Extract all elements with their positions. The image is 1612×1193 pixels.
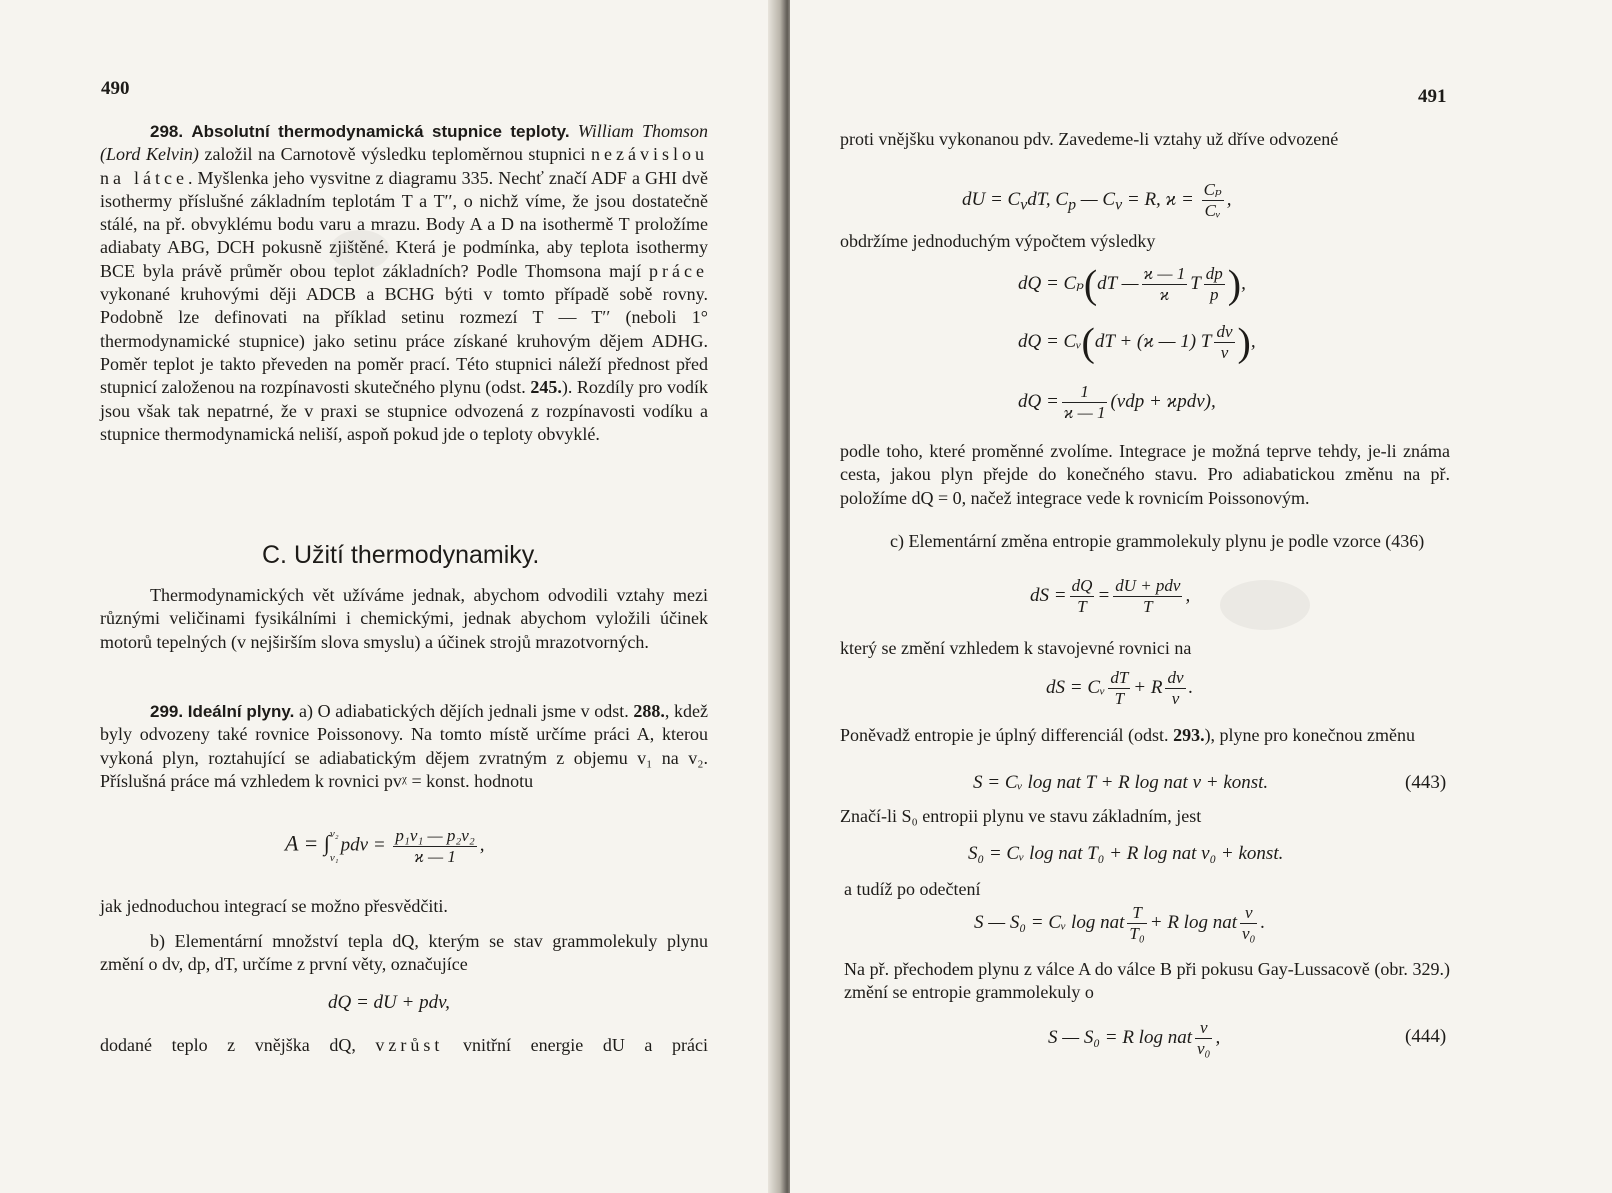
paren-close: ) [1227, 261, 1242, 307]
paren-close: ) [1237, 319, 1251, 365]
text-run: , kdež byly odvozeny také rovnice Poissonovy. Na tomto místě určíme práci A, kterou vykoná plyn, roztahující se adiabatickým dějem zvratným z objemu v₁ na v₂. Příslušná práce má vzhledem k rovnici pvᵡ = konst. hodnotu [100, 701, 709, 791]
text-run: a) O adiabatických dějích jednali jsme v odst. [298, 701, 629, 721]
text-paragraph: b) Elementární množství tepla dQ, kterým se stav grammolekuly plynu změní o dv, dp, dT, určíme z první věty, označujíce [100, 931, 708, 975]
eq-part: dT + (ϰ — 1) T [1094, 330, 1212, 352]
eq-part: dT — [1097, 272, 1139, 294]
fraction [1165, 668, 1185, 709]
paragraph-b [100, 930, 708, 977]
equation-number-444: (444) [1405, 1026, 1447, 1047]
paren-open: ( [1081, 319, 1095, 365]
numerator: ϰ — 1 [1143, 264, 1186, 283]
section-299-paragraph [100, 700, 708, 793]
page-number-left: 490 [101, 78, 130, 99]
fraction [393, 826, 476, 867]
eq-part: , [1185, 584, 1191, 606]
paper-stain [1220, 580, 1310, 630]
denominator: v₀ [1242, 924, 1256, 943]
left-page [0, 0, 780, 1193]
denominator: T [1143, 597, 1153, 616]
right-page [790, 0, 1612, 1193]
text-run: vykonané kruhovými ději ADCB a BCHG býti v tomto případě sobě rovny. Podobně lze definovati na příklad setinu rozmezí T — T′′ (neboli 1° thermodynamické stupnice) jako setinu práce získané kruhovým dějem ADHG. Poměr teplot je takto převeden na poměr prací. Této stupnici náleží přednost před stupnicí založenou na rozpínavosti skutečného plynu (odst. [100, 284, 708, 398]
fraction [1202, 180, 1224, 221]
fraction [1142, 264, 1188, 305]
right-p7 [840, 805, 1450, 828]
eq-part: T [1190, 272, 1201, 294]
denominator: v₀ [1196, 1039, 1211, 1058]
text-paragraph: Na př. přechodem plynu z válce A do válce B při pokusu Gay-Lussacově (obr. 329.) změní se entropie grammolekuly o [844, 959, 1450, 1003]
fraction [1108, 668, 1130, 709]
eq-part: = R, ϰ = [1122, 188, 1194, 210]
author-name: William Thomson (Lord Kelvin) [100, 121, 709, 165]
eq-part: , [1241, 272, 1246, 294]
last-line-left [100, 1034, 708, 1057]
subscript: v [1020, 196, 1028, 214]
numerator: dU + pdv [1115, 576, 1181, 595]
fraction [1070, 576, 1095, 617]
eq-part: dQ = Cₚ [1018, 272, 1084, 294]
text-run: . Myšlenka jeho vysvitne z diagramu 335. Nechť značí ADF a GHI dvě isothermy příslušné základním teplotám T a T′′, o nichž víme, že jsou dostatečně stálé, na př. obvyklému bodu varu a mrazu. Body A a D na isothermě T proložíme adiabaty ABG, DCH pokusně zjištěné. Která je podmínka, aby teplota isothermy BCE byla právě průměr obou teplot základních? Podle Thomsona mají [100, 167, 708, 281]
spaced-emphasis: práce [649, 260, 709, 281]
page-number-right: 491 [1418, 86, 1447, 107]
numerator: Cₚ [1203, 180, 1222, 199]
section-299 [100, 700, 708, 793]
denominator: ϰ — 1 [414, 846, 456, 866]
right-p4 [840, 530, 1450, 553]
denominator: Cᵥ [1204, 201, 1221, 220]
after-equation-text [100, 895, 708, 918]
eq-part: dT, C [1027, 188, 1069, 210]
equation-dQ-Cv [1018, 319, 1256, 365]
section-298-title: Absolutní thermodynamická stupnice teploty. [191, 122, 570, 141]
fraction [1062, 382, 1108, 423]
eq-part: , [1215, 1026, 1221, 1048]
equation-dQ-general [1018, 382, 1216, 423]
section-298-paragraph [100, 120, 708, 446]
fraction [1127, 903, 1146, 944]
denominator: T [1114, 689, 1125, 708]
text-line: který se změní vzhledem k stavojevné rovnici na [840, 638, 1192, 658]
equation-dQ: dQ = dU + pdv, [328, 992, 450, 1013]
numerator: v [1240, 903, 1257, 924]
section-299-number: 299. [150, 702, 184, 721]
equation-443: S = Cᵥ log nat T + R log nat v + konst. [973, 772, 1269, 793]
numerator: p₁v₁ — p₂v₂ [395, 825, 475, 845]
spaced-emphasis: nezávislou na látce [100, 144, 709, 188]
spaced-emphasis: vzrůst [375, 1035, 444, 1055]
numerator: dT [1110, 668, 1129, 687]
eq-part: = [1097, 584, 1111, 606]
eq-part: dS = [1030, 584, 1067, 606]
text-paragraph: podle toho, které proměnné zvolíme. Integrace je možná teprve tehdy, je-li známa cesta, jakou plyn přejde do konečného stavu. Pro adiabatickou změnu na př. položíme dQ = 0, načež integrace vede k rovnicím Poissonovým. [840, 441, 1450, 508]
paper-stain [330, 230, 390, 270]
fraction [1204, 264, 1225, 305]
text-run: ). Rozdíly pro vodík jsou však tak nepatrné, že v praxi se stupnice odvozená z rozpínavosti vodíku a stupnice thermodynamická neliší, aspoň pokud jde o teploty obvyklé. [100, 377, 708, 444]
denominator: v [1220, 343, 1229, 362]
text-run: Poněvadž entropie je úplný differenciál (odst. [840, 725, 1169, 745]
section-299-title: Ideální plyny. [187, 702, 295, 721]
text-paragraph [840, 724, 1450, 747]
eq-part: , [479, 834, 485, 856]
numerator: T [1127, 903, 1146, 924]
eq-part: dQ = Cᵥ [1018, 330, 1082, 352]
intro-text: Thermodynamických vět užíváme jednak, abychom odvodili vztahy mezi různými veličinami fysikálními i chemickými, jednak abychom vyložili účinek motorů tepelných (v nejširším slova smyslu) a účinek strojů mrazotvorných. [100, 585, 708, 652]
numerator: dv [1216, 322, 1233, 341]
right-p5 [840, 637, 1450, 660]
right-p3 [840, 440, 1450, 510]
eq-part: + R [1133, 676, 1163, 698]
denominator: p [1210, 285, 1219, 304]
numerator: dp [1205, 264, 1223, 283]
fraction [1113, 576, 1182, 617]
subscript: v [1115, 196, 1123, 214]
fraction [1195, 1018, 1212, 1059]
eq-part: , [1226, 188, 1232, 210]
eq-part: S — S₀ = R log nat [1048, 1026, 1192, 1048]
text-line: jak jednoduchou integrací se možno přesvědčiti. [100, 896, 448, 916]
eq-part: (vdp + ϰpdv), [1110, 390, 1216, 412]
text-line [100, 1034, 708, 1057]
paren-open: ( [1083, 261, 1098, 307]
section-heading-c: C. Užití thermodynamiky. [262, 541, 540, 569]
equation-S0: S₀ = Cᵥ log nat T₀ + R log nat v₀ + konst. [968, 843, 1284, 864]
equation-work-A [285, 822, 485, 870]
text-run: dodané teplo z vnějška dQ, [100, 1035, 356, 1055]
right-p2 [840, 230, 1450, 253]
text-line: Značí-li S₀ entropii plynu ve stavu základním, jest [840, 806, 1202, 826]
equation-dQ-Cp [1018, 261, 1246, 307]
text-paragraph: proti vnějšku vykonanou pdv. Zavedeme-li vztahy už dříve odvozené [840, 129, 1339, 149]
eq-part: , [1250, 330, 1256, 352]
eq-part: dS = Cᵥ [1046, 676, 1106, 698]
right-p6 [840, 724, 1450, 747]
text-line: obdržíme jednoduchým výpočtem výsledky [840, 231, 1156, 251]
numerator: dQ [1071, 576, 1093, 595]
eq-part: dQ = [1018, 390, 1059, 412]
eq-part: pdv = [340, 834, 386, 856]
text-run: založil na Carnotově výsledku teploměrnou stupnici [204, 144, 586, 165]
eq-part: + R log nat [1149, 911, 1237, 933]
text-paragraph: c) Elementární změna entropie grammolekuly plynu je podle vzorce (436) [890, 531, 1425, 551]
section-298-number: 298. [150, 122, 184, 141]
text-run: vnitřní energie dU a práci [463, 1035, 708, 1055]
eq-part: S — S₀ = Cᵥ log nat [974, 911, 1125, 933]
section-298 [100, 120, 708, 446]
fraction [1214, 322, 1234, 363]
denominator: T [1077, 597, 1087, 616]
denominator: ϰ — 1 [1063, 403, 1106, 422]
intro-paragraph [100, 584, 708, 654]
eq-part: dU = C [962, 188, 1021, 210]
eq-part: — C [1076, 188, 1116, 210]
eq-part: . [1188, 676, 1194, 698]
text-run: ), plyne pro konečnou změnu [1204, 725, 1415, 745]
numerator: v [1195, 1018, 1212, 1039]
eq-part: . [1260, 911, 1266, 933]
right-p1 [840, 128, 1450, 151]
numerator: dv [1167, 668, 1184, 687]
right-p9 [844, 958, 1450, 1005]
equation-dS [1030, 576, 1190, 617]
equation-dS-state [1046, 668, 1193, 709]
section-reference: 288. [633, 701, 665, 721]
denominator: v [1171, 689, 1180, 708]
equation-number-443: (443) [1405, 772, 1447, 793]
fraction [1240, 903, 1257, 944]
numerator: 1 [1062, 382, 1108, 403]
section-reference: 245. [530, 377, 562, 398]
integral-lower-limit: v₁ [329, 852, 339, 864]
denominator: T₀ [1129, 924, 1145, 943]
section-reference: 293. [1173, 725, 1205, 745]
equation-S-difference [974, 903, 1265, 944]
integral-upper-limit: v₂ [329, 828, 339, 840]
subscript: p [1068, 196, 1077, 214]
denominator: ϰ [1159, 285, 1170, 304]
equation-relations [962, 180, 1231, 221]
text-line: a tudíž po odečtení [844, 879, 981, 899]
right-p8 [844, 878, 1454, 901]
equation-444 [1048, 1018, 1220, 1059]
eq-part: A = ∫ [285, 830, 330, 856]
